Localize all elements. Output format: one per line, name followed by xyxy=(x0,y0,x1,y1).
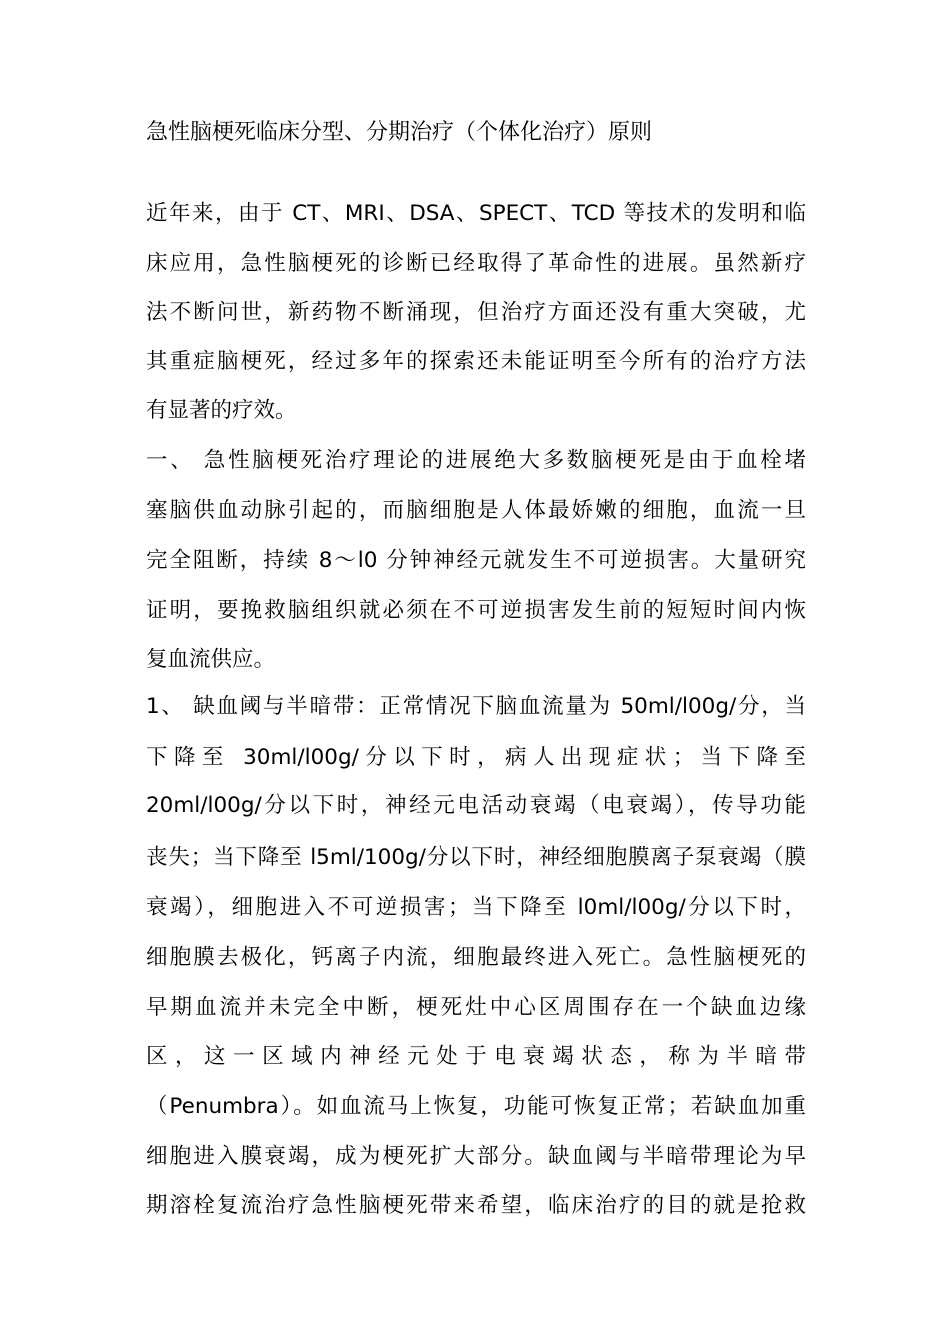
body-line: 下降至 30ml/l00g/分以下时，病人出现症状；当下降至 xyxy=(146,745,806,770)
body-line: 区，这一区域内神经元处于电衰竭状态，称为半暗带 xyxy=(146,1044,806,1069)
body-line: 20ml/l00g/分以下时，神经元电活动衰竭（电衰竭），传导功能 xyxy=(146,793,806,818)
body-line: 完全阻断，持续 8～l0 分钟神经元就发生不可逆损害。大量研究 xyxy=(146,548,806,573)
body-line: 证明，要挽救脑组织就必须在不可逆损害发生前的短短时间内恢 xyxy=(146,598,806,623)
body-line: 其重症脑梗死，经过多年的探索还未能证明至今所有的治疗方法 xyxy=(146,349,806,374)
body-line: 床应用，急性脑梗死的诊断已经取得了革命性的进展。虽然新疗 xyxy=(146,251,806,276)
body-line: 早期血流并未完全中断，梗死灶中心区周围存在一个缺血边缘 xyxy=(146,995,806,1020)
body-line: 期溶栓复流治疗急性脑梗死带来希望，临床治疗的目的就是抢救 xyxy=(146,1193,806,1218)
body-line: 塞脑供血动脉引起的，而脑细胞是人体最娇嫩的细胞，血流一旦 xyxy=(146,498,806,523)
body-line: （Penumbra）。如血流马上恢复，功能可恢复正常；若缺血加重 xyxy=(146,1094,806,1119)
document-title: 急性脑梗死临床分型、分期治疗（个体化治疗）原则 xyxy=(146,120,653,145)
body-line: 复血流供应。 xyxy=(146,647,276,672)
body-line: 丧失；当下降至 l5ml/100g/分以下时，神经细胞膜离子泵衰竭（膜 xyxy=(146,845,806,870)
body-line: 近年来，由于 CT、MRI、DSA、SPECT、TCD 等技术的发明和临 xyxy=(146,201,806,226)
body-line: 有显著的疗效。 xyxy=(146,398,297,423)
body-line: 细胞进入膜衰竭，成为梗死扩大部分。缺血阈与半暗带理论为早 xyxy=(146,1144,806,1169)
body-line: 细胞膜去极化，钙离子内流，细胞最终进入死亡。急性脑梗死的 xyxy=(146,945,806,970)
body-line: 1、 缺血阈与半暗带：正常情况下脑血流量为 50ml/l00g/分，当 xyxy=(146,694,806,719)
body-line: 法不断问世，新药物不断涌现，但治疗方面还没有重大突破，尤 xyxy=(146,300,806,325)
body-line: 衰竭），细胞进入不可逆损害；当下降至 l0ml/l00g/分以下时， xyxy=(146,895,806,920)
body-line: 一、 急性脑梗死治疗理论的进展绝大多数脑梗死是由于血栓堵 xyxy=(146,448,806,473)
